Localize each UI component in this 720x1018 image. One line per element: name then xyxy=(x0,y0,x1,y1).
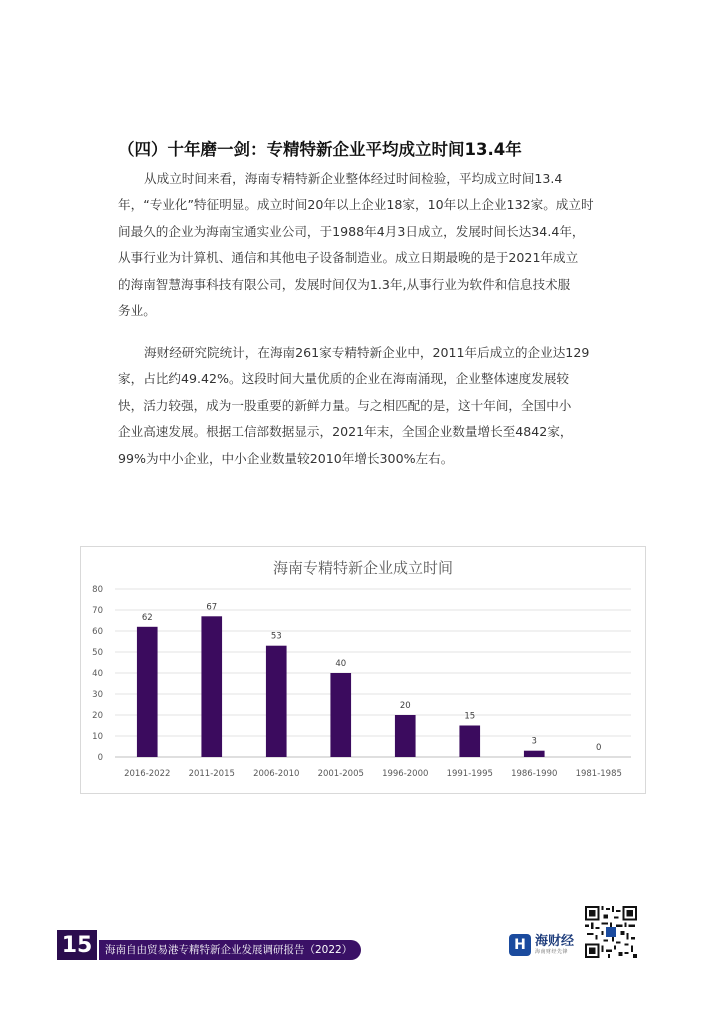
paragraph-statistics xyxy=(118,340,588,472)
y-tick-label: 0 xyxy=(97,753,103,763)
paragraph-line: 的海南智慧海事科技有限公司，发展时间仅为1.3年,从事行业为软件和信息技术服 xyxy=(118,276,571,292)
chart-title: 海南专精特新企业成立时间 xyxy=(272,559,454,577)
bar xyxy=(137,627,158,757)
paragraph-line: 企业高速发展。根据工信部数据显示，2021年末，全国企业数量增长至4842家， xyxy=(118,424,573,440)
paragraph-line: 从成立时间来看，海南专精特新企业整体经过时间检验，平均成立时间13.4 xyxy=(144,171,563,186)
bar xyxy=(266,646,287,757)
x-tick-label: 2006-2010 xyxy=(253,769,300,779)
paragraph-line: 务业。 xyxy=(118,303,156,319)
y-tick-label: 30 xyxy=(92,690,103,700)
paragraph-founding-time xyxy=(118,166,594,324)
qr-code-icon xyxy=(585,906,637,958)
paragraph-line: 间最久的企业为海南宝通实业公司，于1988年4月3日成立，发展时间长达34.4年， xyxy=(118,223,585,239)
bar xyxy=(459,726,480,758)
y-tick-label: 60 xyxy=(92,627,103,637)
x-tick-label: 2011-2015 xyxy=(188,769,235,779)
data-label: 53 xyxy=(270,631,282,642)
data-label: 3 xyxy=(531,736,537,747)
x-tick-label: 2016-2022 xyxy=(124,769,171,779)
bar-chart-svg xyxy=(81,547,645,793)
logo-text xyxy=(535,935,574,956)
y-tick-label: 80 xyxy=(92,585,103,595)
data-label: 15 xyxy=(464,711,476,722)
haicaijing-logo-icon: H xyxy=(509,934,531,956)
bar xyxy=(330,673,351,757)
data-label: 0 xyxy=(596,743,602,753)
paragraph-line: 快，活力较强，成为一股重要的新鲜力量。与之相匹配的是，这十年间，全国中小 xyxy=(118,397,572,413)
data-label: 40 xyxy=(335,659,347,669)
x-tick-label: 1991-1995 xyxy=(446,769,493,779)
page-number: 15 xyxy=(57,930,97,960)
founding-time-chart xyxy=(80,546,646,794)
logo-subtitle: 海南财经先锋 xyxy=(535,948,569,955)
chart-gridlines xyxy=(115,589,631,757)
haicaijing-logo xyxy=(509,934,574,956)
data-label: 62 xyxy=(141,612,153,623)
chart-y-axis xyxy=(92,585,103,763)
data-label: 67 xyxy=(206,602,218,613)
chart-x-axis xyxy=(124,769,622,779)
paragraph-line: 从事行业为计算机、通信和其他电子设备制造业。成立日期最晚的是于2021年成立 xyxy=(118,250,579,266)
bar xyxy=(201,616,222,757)
logo-name: 海财经 xyxy=(535,933,575,949)
paragraph-line: 99%为中小企业，中小企业数量较2010年增长300%左右。 xyxy=(118,450,454,466)
x-tick-label: 1981-1985 xyxy=(575,769,622,779)
report-title-bar: 海南自由贸易港专精特新企业发展调研报告（2022） xyxy=(99,940,361,960)
bar xyxy=(395,715,416,757)
paragraph-line: 家，占比约49.42%。这段时间大量优质的企业在海南涌现，企业整体速度发展较 xyxy=(118,371,570,387)
y-tick-label: 20 xyxy=(92,711,103,721)
x-tick-label: 1986-1990 xyxy=(511,769,558,779)
data-label: 20 xyxy=(399,701,411,711)
y-tick-label: 50 xyxy=(92,648,103,658)
x-tick-label: 1996-2000 xyxy=(382,769,429,779)
paragraph-line: 年，“专业化”特征明显。成立时间20年以上企业18家，10年以上企业132家。成立时 xyxy=(118,197,594,213)
paragraph-line: 海财经研究院统计，在海南261家专精特新企业中，2011年后成立的企业达129 xyxy=(144,345,590,360)
x-tick-label: 2001-2005 xyxy=(317,769,364,779)
y-tick-label: 70 xyxy=(92,606,103,616)
section-heading: （四）十年磨一剑：专精特新企业平均成立时间13.4年 xyxy=(118,140,522,159)
y-tick-label: 10 xyxy=(92,732,103,742)
y-tick-label: 40 xyxy=(92,669,103,679)
bar xyxy=(524,751,545,757)
